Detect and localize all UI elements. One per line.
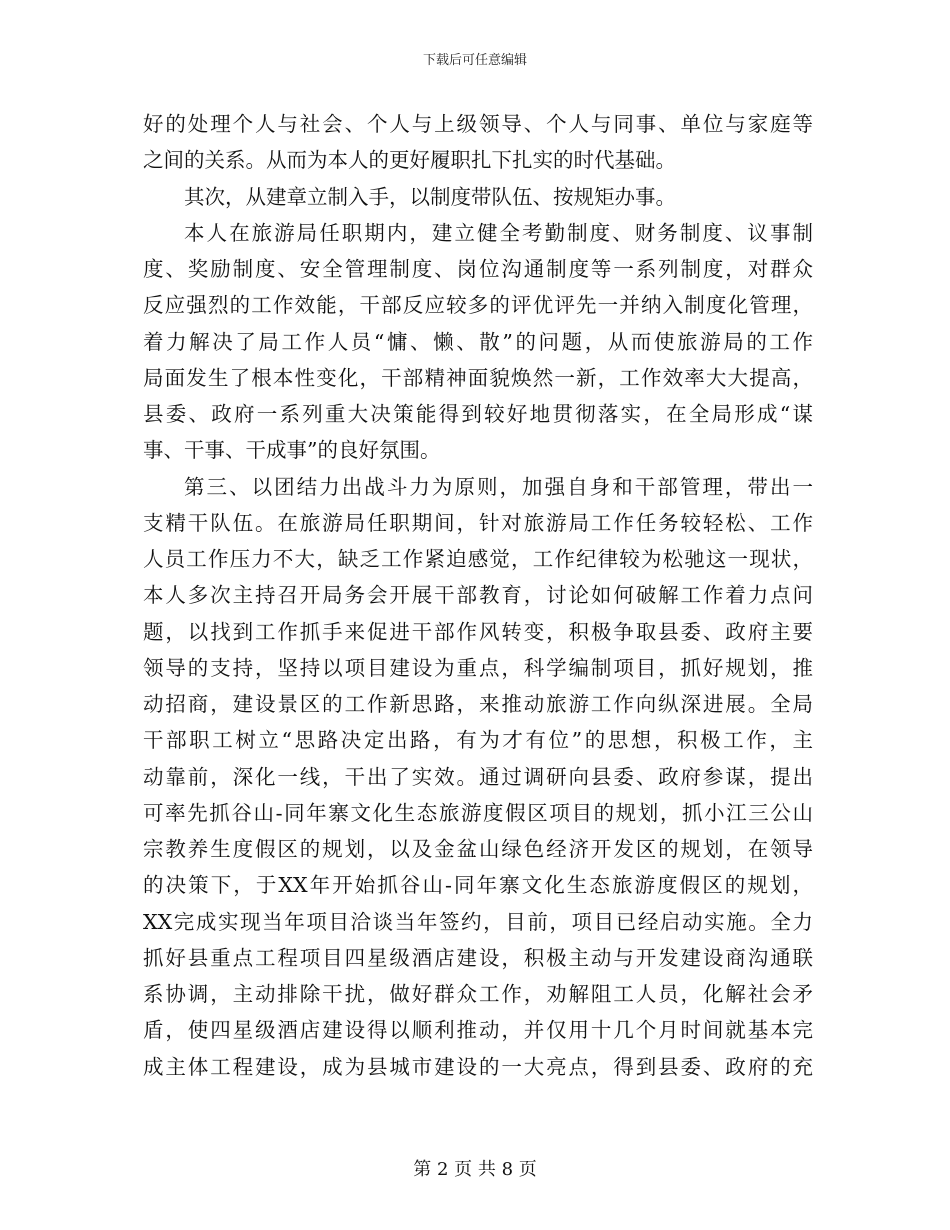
text-line: 着力解决了局工作人员“慵、懒、散”的问题，从而使旅游局的工作 <box>143 329 813 354</box>
text-line: 县委、政府一系列重大决策能得到较好地贯彻落实，在全局形成“谋 <box>143 402 813 426</box>
text-line: 动靠前，深化一线，干出了实效。通过调研向县委、政府参谋，提出 <box>143 764 813 789</box>
text-line: 之间的关系。从而为本人的更好履职扎下扎实的时代基础。 <box>143 148 676 173</box>
text-line: 度、奖励制度、安全管理制度、岗位沟通制度等一系列制度，对群众 <box>143 257 813 281</box>
text-line: 成主体工程建设，成为县城市建设的一大亮点，得到县委、政府的充 <box>143 1054 813 1079</box>
text-line: 的决策下，于XX年开始抓谷山-同年寨文化生态旅游度假区的规划， <box>143 873 813 898</box>
text-line: 本人在旅游局任职期内，建立健全考勤制度、财务制度、议事制 <box>184 220 813 245</box>
body-text <box>143 106 813 1085</box>
text-line: 题，以找到工作抓手来促进干部作风转变，积极争取县委、政府主要 <box>143 619 813 644</box>
page-footer: 第 2 页 共 8 页 <box>413 1159 537 1180</box>
text-line: 局面发生了根本性变化，干部精神面貌焕然一新，工作效率大大提高， <box>143 365 813 390</box>
text-line: 领导的支持，坚持以项目建设为重点，科学编制项目，抓好规划，推 <box>143 655 813 680</box>
text-line: 抓好县重点工程项目四星级酒店建设，积极主动与开发建设商沟通联 <box>143 945 813 970</box>
text-line: 事、干事、干成事”的良好氛围。 <box>143 438 441 463</box>
text-line: 好的处理个人与社会、个人与上级领导、个人与同事、单位与家庭等 <box>143 112 813 136</box>
text-line: 人员工作压力不大，缺乏工作紧迫感觉，工作纪律较为松驰这一现状， <box>143 547 813 571</box>
text-line: 动招商，建设景区的工作新思路，来推动旅游工作向纵深进展。全局 <box>143 692 813 716</box>
text-line: 干部职工树立“思路决定出路，有为才有位”的思想，积极工作，主 <box>143 728 813 753</box>
text-line: 本人多次主持召开局务会开展干部教育，讨论如何破解工作着力点问 <box>143 583 813 608</box>
text-line: 盾，使四星级酒店建设得以顺利推动，并仅用十几个月时间就基本完 <box>143 1018 813 1043</box>
text-line: 宗教养生度假区的规划，以及金盆山绿色经济开发区的规划，在领导 <box>143 837 813 861</box>
text-line: 支精干队伍。在旅游局任职期间，针对旅游局工作任务较轻松、工作 <box>143 510 813 535</box>
page-header: 下载后可任意编辑 <box>422 53 527 68</box>
text-line: 其次，从建章立制入手，以制度带队伍、按规矩办事。 <box>184 184 676 209</box>
text-line: 第三、以团结力出战斗力为原则，加强自身和干部管理，带出一 <box>184 474 813 499</box>
text-line: 可率先抓谷山-同年寨文化生态旅游度假区项目的规划，抓小江三公山 <box>143 800 813 825</box>
text-line: 反应强烈的工作效能，干部反应较多的评优评先一并纳入制度化管理， <box>143 293 813 318</box>
text-line: 系协调，主动排除干扰，做好群众工作，劝解阻工人员，化解社会矛 <box>143 982 813 1006</box>
text-line: XX完成实现当年项目洽谈当年签约，目前，项目已经启动实施。全力 <box>143 909 813 934</box>
